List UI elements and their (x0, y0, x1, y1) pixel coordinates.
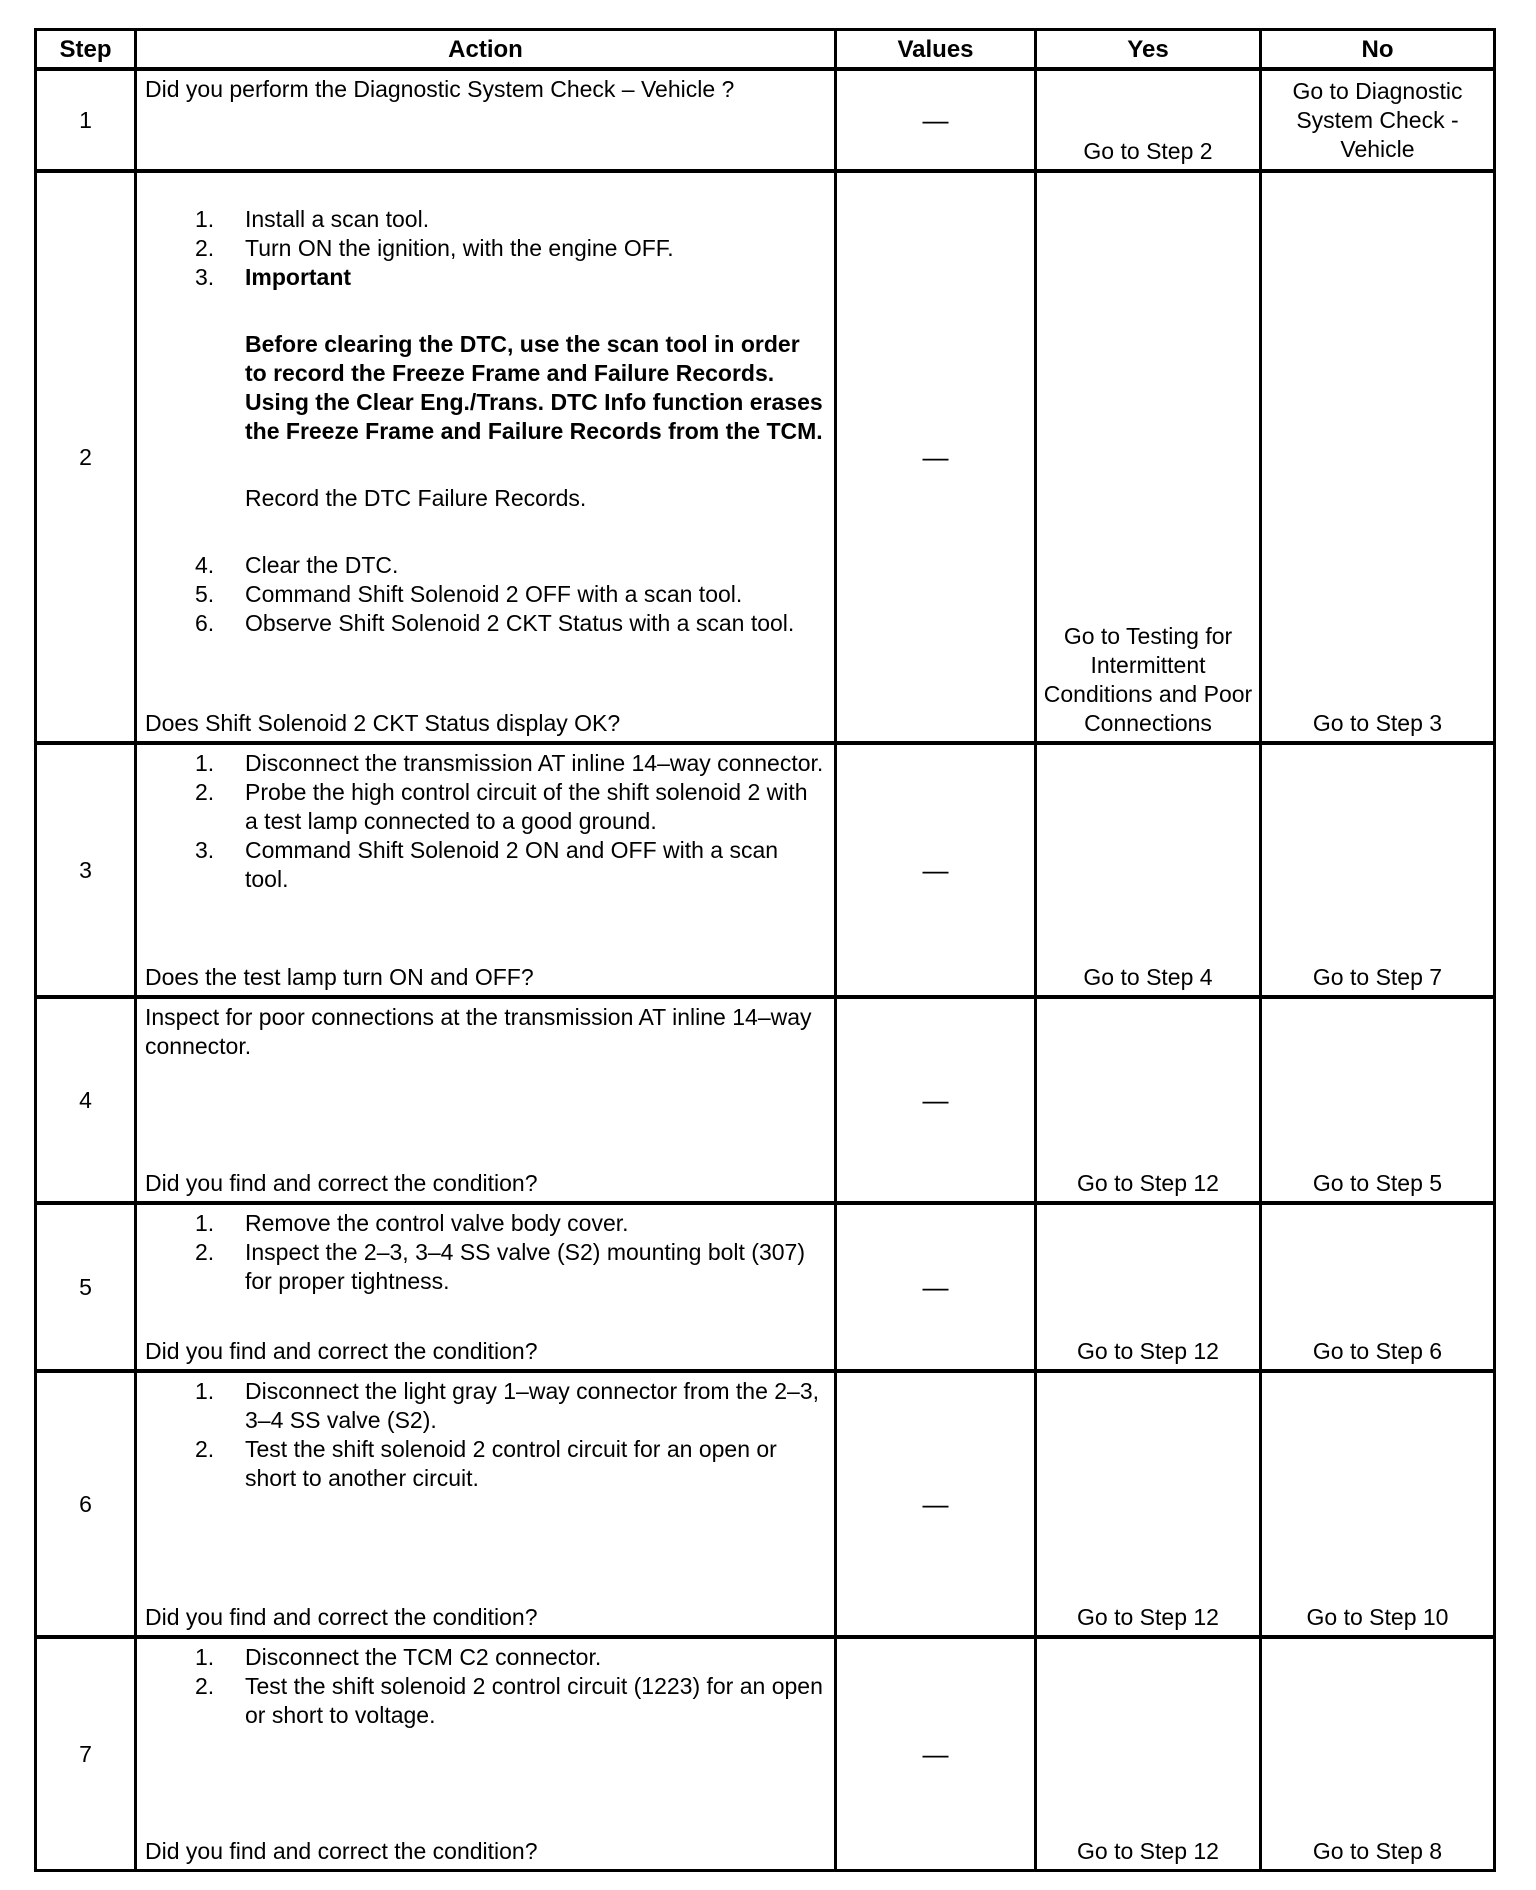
no-link[interactable]: Go to Step 3 (1312, 710, 1443, 736)
no-cell (1262, 173, 1493, 741)
no-cell (1262, 1205, 1493, 1369)
important-note: Before clearing the DTC, use the scan tool in order to record the Freeze Frame and Failure Records. Using the Clear Eng./Trans. DTC Info function erases the Freeze Frame and Failure Records from the TCM. (245, 331, 823, 444)
no-link[interactable]: Go to Step 7 (1312, 964, 1443, 990)
no-link[interactable]: Go to Step 8 (1312, 1838, 1443, 1864)
step-number: 1 (79, 106, 92, 133)
column-divider (134, 28, 137, 1872)
yes-link[interactable]: Go to Step 2 (1083, 138, 1213, 164)
row-divider (34, 995, 1496, 999)
no-link[interactable]: Go to Step 10 (1306, 1604, 1449, 1630)
border-top (34, 28, 1496, 31)
yes-link[interactable]: Go to Step 12 (1077, 1838, 1219, 1864)
action-step: 1. Install a scan tool. (195, 206, 430, 232)
row-divider (34, 1635, 1496, 1639)
action-step: 1. Disconnect the light gray 1–way connector from the 2–3, 3–4 SS valve (S2). (195, 1378, 820, 1433)
header-values: Values (897, 35, 974, 63)
action-step: 1. Disconnect the transmission AT inline 14–way connector. (195, 750, 824, 776)
action-steps (145, 551, 826, 638)
column-divider (834, 28, 837, 1872)
action-step: 2. Turn ON the ignition, with the engine OFF. (195, 235, 674, 261)
yes-cell (1037, 1373, 1259, 1635)
values-cell: — (922, 1271, 949, 1302)
yes-cell (1037, 173, 1259, 741)
step-number: 6 (79, 1490, 92, 1517)
step-number: 2 (79, 443, 92, 470)
action-intro: Did you perform the Diagnostic System Check – Vehicle ? (145, 76, 735, 102)
action-step: 6. Observe Shift Solenoid 2 CKT Status with a scan tool. (195, 610, 795, 636)
action-step: 1. Disconnect the TCM C2 connector. (195, 1644, 602, 1670)
action-cell (137, 1373, 834, 1635)
action-step: 2. Probe the high control circuit of the shift solenoid 2 with a test lamp connected to a good ground. (195, 779, 808, 834)
border-bottom (34, 1869, 1496, 1872)
no-link[interactable]: Go to Step 6 (1312, 1338, 1443, 1364)
yes-link[interactable]: Go to Step 12 (1077, 1604, 1219, 1630)
action-question: Does Shift Solenoid 2 CKT Status display OK? (145, 710, 621, 736)
column-divider (1259, 28, 1262, 1872)
action-question: Did you find and correct the condition? (145, 1170, 538, 1196)
action-step: 4. Clear the DTC. (195, 552, 399, 578)
yes-link[interactable]: Go to Step 4 (1083, 964, 1213, 990)
values-cell: — (922, 1738, 949, 1769)
action-steps (145, 205, 826, 292)
action-steps (145, 749, 826, 894)
row-divider (34, 67, 1496, 71)
action-step: 2. Inspect the 2–3, 3–4 SS valve (S2) mounting bolt (307) for proper tightness. (195, 1239, 805, 1294)
header-yes: Yes (1127, 35, 1169, 63)
row-divider (34, 1369, 1496, 1373)
action-question: Did you find and correct the condition? (145, 1604, 538, 1630)
action-question: Does the test lamp turn ON and OFF? (145, 964, 534, 990)
step-number: 3 (79, 856, 92, 883)
header-action: Action (448, 35, 523, 63)
values-cell: — (922, 1084, 949, 1115)
no-cell (1262, 1639, 1493, 1869)
values-cell: — (922, 1488, 949, 1519)
step-number: 5 (79, 1273, 92, 1300)
values-cell: — (922, 104, 949, 135)
yes-link[interactable]: Go to Step 12 (1077, 1170, 1219, 1196)
action-steps (145, 1209, 826, 1296)
no-cell (1262, 745, 1493, 995)
header-step: Step (59, 35, 112, 63)
values-cell: — (922, 441, 949, 472)
action-question: Did you find and correct the condition? (145, 1838, 538, 1864)
yes-cell (1037, 1205, 1259, 1369)
action-step: 3. Important (195, 264, 352, 290)
no-cell (1262, 71, 1493, 169)
values-cell: — (922, 854, 949, 885)
yes-cell (1037, 745, 1259, 995)
yes-link[interactable]: Go to Step 12 (1077, 1338, 1219, 1364)
action-steps (145, 1377, 826, 1493)
action-steps (145, 1643, 826, 1730)
action-cell (137, 173, 834, 741)
no-link[interactable]: Go to Step 5 (1312, 1170, 1443, 1196)
header-no: No (1361, 35, 1394, 63)
yes-link[interactable]: Go to Testing for Intermittent Conditions and Poor Connections (1043, 623, 1253, 736)
no-link[interactable]: Go to Diagnostic System Check - Vehicle (1292, 77, 1463, 162)
action-step: 1. Remove the control valve body cover. (195, 1210, 629, 1236)
yes-cell (1037, 71, 1259, 169)
action-question: Did you find and correct the condition? (145, 1338, 538, 1364)
border-right (1493, 28, 1496, 1872)
diagnostic-table (34, 28, 1496, 1872)
action-step: 3. Command Shift Solenoid 2 ON and OFF with a scan tool. (195, 837, 779, 892)
record-note: Record the DTC Failure Records. (245, 485, 587, 511)
no-cell (1262, 999, 1493, 1201)
row-divider (34, 169, 1496, 173)
action-intro: Inspect for poor connections at the transmission AT inline 14–way connector. (145, 1004, 812, 1059)
column-divider (1034, 28, 1037, 1872)
yes-cell (1037, 1639, 1259, 1869)
action-cell (137, 1205, 834, 1369)
action-cell (137, 999, 834, 1201)
row-divider (34, 1201, 1496, 1205)
action-step: 5. Command Shift Solenoid 2 OFF with a scan tool. (195, 581, 743, 607)
step-number: 7 (79, 1740, 92, 1767)
action-cell (137, 745, 834, 995)
yes-cell (1037, 999, 1259, 1201)
step-number: 4 (79, 1086, 92, 1113)
border-left (34, 28, 37, 1872)
action-step: 2. Test the shift solenoid 2 control circuit (1223) for an open or short to voltage. (195, 1673, 823, 1728)
row-divider (34, 741, 1496, 745)
action-cell (137, 71, 834, 169)
no-cell (1262, 1373, 1493, 1635)
action-step: 2. Test the shift solenoid 2 control circuit for an open or short to another circuit. (195, 1436, 777, 1491)
action-cell (137, 1639, 834, 1869)
